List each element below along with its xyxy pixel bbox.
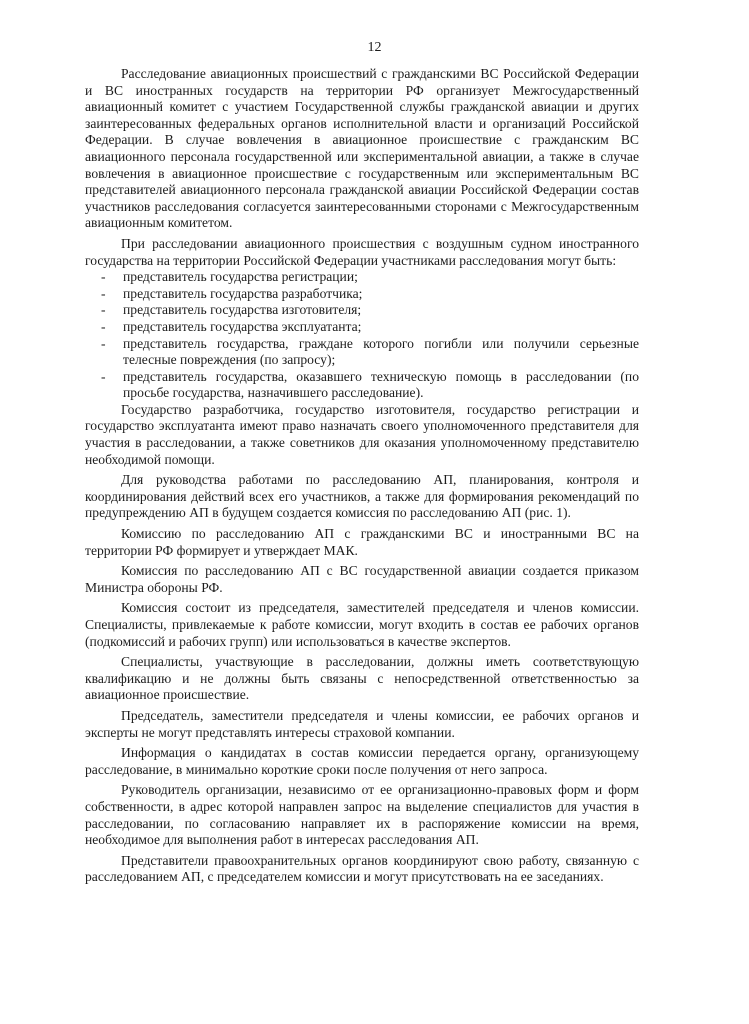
paragraph-law-enforcement: Представители правоохранительных органов координируют свою работу, связанную с расследованием АП, с председателем комиссии и могут присутствовать на ее заседаниях. — [85, 852, 639, 885]
dash-marker: - — [101, 269, 106, 285]
paragraph-state-rights: Государство разработчика, государство изготовителя, государство регистрации и государство эксплуатанта имеют право назначать своего уполномоченного представителя для участия в расследовании, а также советников для оказания уполномоченному представителю необходимой помощи. — [85, 401, 639, 467]
paragraph-specialists-qualification: Специалисты, участвующие в расследовании, должны иметь соответствующую квалификацию и не должны быть связаны с непосредственной ответственностью за авиационное происшествие. — [85, 654, 639, 703]
dash-marker: - — [101, 335, 106, 351]
dash-marker: - — [101, 318, 106, 334]
dash-marker: - — [101, 285, 106, 301]
dash-marker: - — [101, 368, 106, 384]
list-item: - представитель государства эксплуатанта; — [101, 318, 362, 334]
dash-marker: - — [101, 302, 106, 318]
paragraph-commission-composition: Комиссия состоит из председателя, заместителей председателя и членов комиссии. Специалисты, привлекаемые к работе комиссии, могут входить в состав ее рабочих органов (подкомиссий и рабочих групп) или использоваться в качестве экспертов. — [85, 600, 639, 649]
page-number: 12 — [367, 40, 382, 55]
paragraph-investigation-organizer: Расследование авиационных происшествий с гражданскими ВС Российской Федерации и ВС иностранных государств на территории РФ организует Межгосударственный авиационный комитет с участием Государственной службы гражданской авиации и других заинтересованных федеральных органов исполнительной власти и организаций Российской Федерации. В случае вовлечения в авиационное происшествие с гражданским ВС авиационного персонала государственной или экспериментальной авиации, а также в случае вовлечения в авиационное происшествие с государственным или экспериментальным ВС представителей авиационного персонала гражданской авиации Российской Федерации состав участников расследования согласуется заинтересованными сторонами с Межгосударственным авиационным комитетом. — [85, 66, 639, 231]
page-content — [85, 66, 639, 886]
paragraph-state-aviation-commission: Комиссия по расследованию АП с ВС государственной авиации создается приказом Министра обороны РФ. — [85, 563, 639, 595]
list-item: - представитель государства, оказавшего техническую помощь в расследовании (по просьбе государства, назначившего расследование). — [101, 368, 639, 401]
paragraph-organization-head: Руководитель организации, независимо от ее организационно-правовых форм и форм собственности, в адрес которой направлен запрос на выделение специалистов для участия в расследовании, по согласованию направляет их в распоряжение комиссии на время, необходимое для выполнения работ в интересах расследования АП. — [85, 782, 639, 848]
list-item: - представитель государства регистрации; — [101, 269, 358, 285]
list-item: - представитель государства, граждане которого погибли или получили серьезные телесные повреждения (по запросу); — [101, 335, 639, 368]
list-item: - представитель государства разработчика; — [101, 285, 363, 301]
paragraph-commission-purpose: Для руководства работами по расследованию АП, планирования, контроля и координирования действий всех его участников, а также для формирования рекомендаций по предупреждению АП в будущем создается комиссия по расследованию АП (рис. 1). — [85, 472, 639, 521]
list-item: - представитель государства изготовителя; — [101, 302, 362, 318]
participants-list — [85, 269, 639, 402]
paragraph-insurance-interests: Председатель, заместители председателя и члены комиссии, ее рабочих органов и эксперты не могут представлять интересы страховой компании. — [85, 707, 639, 740]
paragraph-participants-intro: При расследовании авиационного происшествия с воздушным судном иностранного государства на территории Российской Федерации участниками расследования могут быть: — [85, 235, 639, 268]
paragraph-candidates-info: Информация о кандидатах в состав комиссии передается органу, организующему расследование, в минимально короткие сроки после получения от него запроса. — [85, 745, 639, 777]
paragraph-mak-commission: Комиссию по расследованию АП с гражданскими ВС и иностранными ВС на территории РФ формирует и утверждает МАК. — [85, 526, 639, 558]
